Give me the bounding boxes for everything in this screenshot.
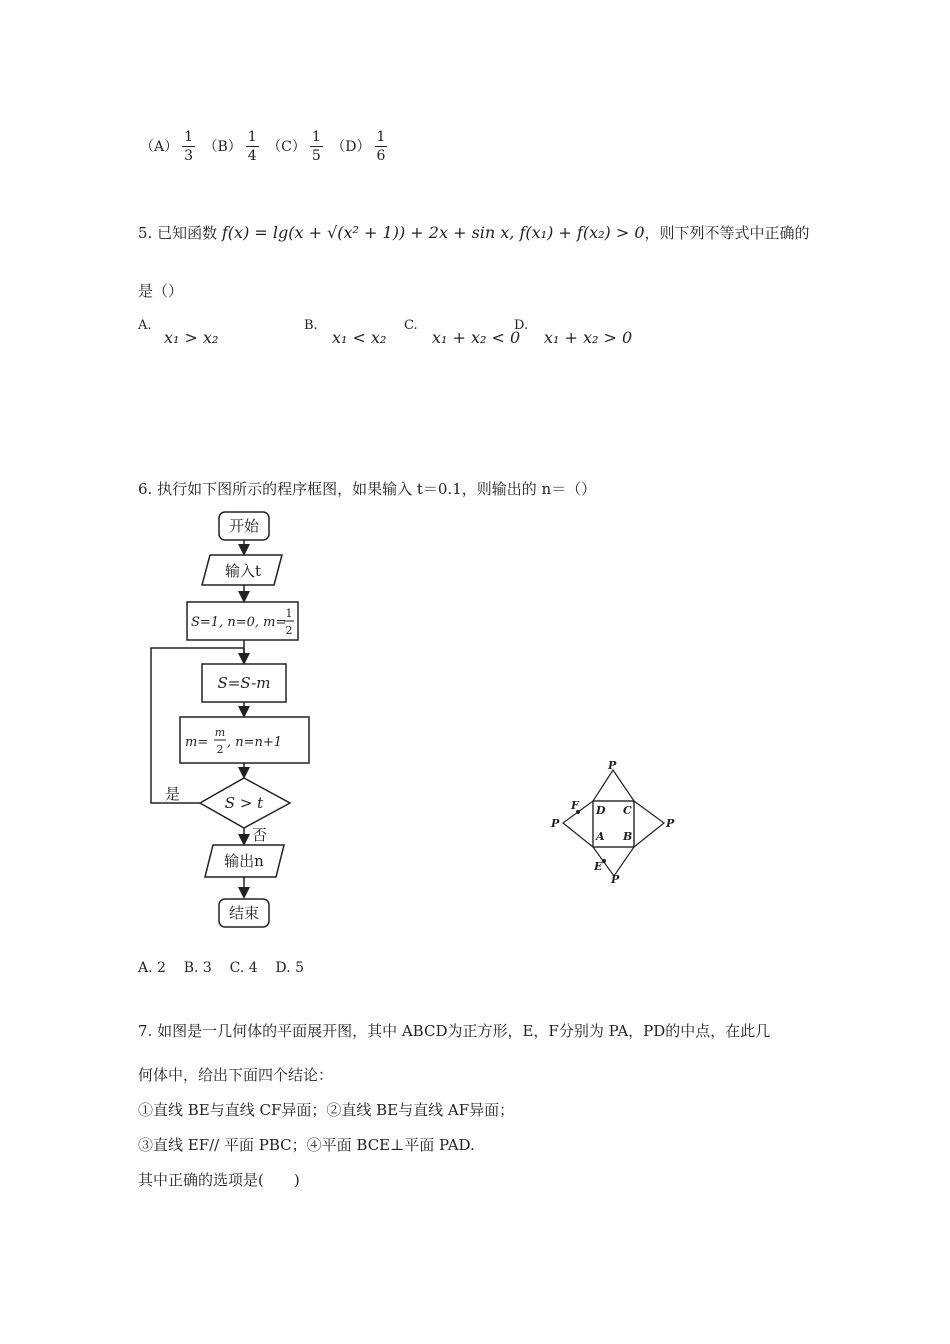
q4-option-b-label: （B） — [203, 138, 242, 155]
net-label-p-left: P — [551, 817, 560, 830]
q4-option-a-label: （A） — [140, 138, 179, 155]
q6-stem: 6. 执行如下图所示的程序框图，如果输入 t＝0.1，则输出的 n＝（） — [138, 480, 597, 498]
q4-option-b-fraction — [246, 128, 259, 165]
fraction-denominator: 6 — [376, 148, 386, 164]
flowchart-init-label: S=1, n=0, m= — [191, 615, 287, 630]
q7-line2: 何体中，给出下面四个结论： — [138, 1066, 334, 1084]
q5-option-d-label: D. — [514, 318, 529, 333]
q5-stem-line2: 是（） — [138, 282, 184, 300]
q7-line5: 其中正确的选项是( ) — [138, 1171, 300, 1189]
fraction-denominator: 3 — [184, 148, 194, 164]
q5-option-b-expr: x₁ < x₂ — [332, 328, 387, 347]
q5-option-d-expr: x₁ + x₂ > 0 — [544, 328, 633, 347]
q4-option-c-fraction — [310, 128, 323, 165]
net-label-e: E — [594, 860, 603, 873]
q4-option-a-fraction — [182, 128, 195, 165]
q5-option-a-expr: x₁ > x₂ — [164, 328, 219, 347]
q5-prefix: 5. 已知函数 — [138, 224, 218, 242]
fraction-numerator: 1 — [376, 129, 386, 145]
q6-options: A. 2 B. 3 C. 4 D. 5 — [138, 960, 304, 976]
flowchart-output-label: 输出n — [224, 852, 264, 870]
q4-option-c — [267, 129, 331, 164]
fraction-numerator: 1 — [311, 129, 321, 145]
flowchart-input-label: 输入t — [224, 562, 262, 580]
q4-option-a — [140, 129, 204, 164]
q7-line4: ③直线 EF// 平面 PBC；④平面 BCE⊥平面 PAD. — [138, 1136, 475, 1154]
q4-option-d — [331, 129, 391, 164]
net-label-p-right: P — [666, 817, 675, 830]
flowchart-init-fraction-numerator: 1 — [285, 607, 293, 620]
net-label-a: A — [596, 830, 605, 843]
fraction-denominator: 4 — [247, 148, 257, 164]
flowchart-step2-fraction-denominator: 2 — [216, 743, 224, 756]
flowchart-yes-label: 是 — [165, 785, 181, 803]
net-triangle-right — [634, 801, 664, 847]
fraction-numerator: 1 — [247, 129, 257, 145]
q5-option-c-label: C. — [404, 318, 418, 333]
flowchart-step2-fraction-numerator: m — [214, 726, 226, 739]
q5-formula: f(x) = lg(x + √(x² + 1)) + 2x + sin x, f(x₁) + f(x₂) > 0 — [221, 223, 645, 242]
q7-line1: 7. 如图是一几何体的平面展开图，其中 ABCD为正方形，E，F分别为 PA，PD的中点，在此几 — [138, 1022, 771, 1040]
net-label-f: F — [571, 799, 579, 812]
pyramid-net-figure — [550, 755, 685, 890]
q5-stem — [138, 222, 810, 243]
flowchart-init-fraction-denominator: 2 — [285, 624, 293, 637]
flowchart-step1-label: S=S-m — [217, 674, 271, 692]
q4-option-d-label: （D） — [331, 138, 371, 155]
net-point-e — [602, 859, 606, 863]
fraction-numerator: 1 — [184, 129, 194, 145]
net-label-p-bottom: P — [611, 873, 620, 886]
flowchart — [140, 505, 310, 935]
net-label-b: B — [623, 830, 633, 843]
flowchart-condition-label: S > t — [224, 794, 264, 812]
net-label-p-top: P — [608, 759, 617, 772]
q7-line3: ①直线 BE与直线 CF异面；②直线 BE与直线 AF异面； — [138, 1101, 515, 1119]
q5-options — [138, 318, 658, 358]
flowchart-no-label: 否 — [252, 826, 268, 844]
q5-option-c-expr: x₁ + x₂ < 0 — [432, 328, 521, 347]
flowchart-end-label: 结束 — [228, 904, 260, 922]
q4-option-b — [203, 129, 268, 164]
flowchart-yes-loop — [151, 648, 244, 803]
q4-options — [140, 128, 391, 165]
net-label-d: D — [596, 804, 606, 817]
q5-suffix: ，则下列不等式中正确的 — [644, 224, 810, 242]
flowchart-step2-label-a: m= — [185, 735, 209, 750]
flowchart-start-label: 开始 — [228, 517, 260, 535]
q5-option-b-label: B. — [304, 318, 318, 333]
net-triangle-top — [593, 770, 634, 801]
q4-option-c-label: （C） — [267, 138, 306, 155]
flowchart-step2-label-b: , n=n+1 — [227, 735, 283, 750]
fraction-denominator: 5 — [311, 148, 321, 164]
q4-option-d-fraction — [375, 128, 388, 165]
q5-option-a-label: A. — [138, 318, 152, 333]
net-label-c: C — [623, 804, 632, 817]
